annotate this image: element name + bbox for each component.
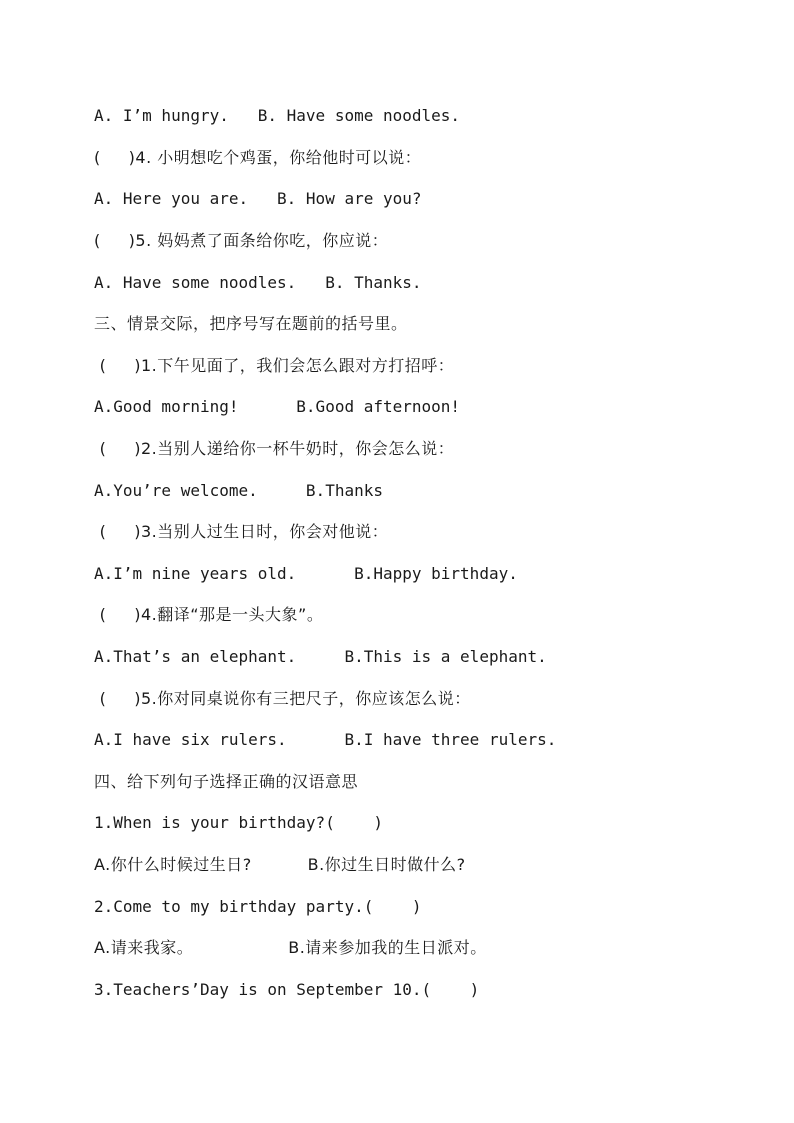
section-3-options-3: A.I’m nine years old. B.Happy birthday. bbox=[94, 564, 518, 583]
section-4-options-1: A.你什么时候过生日? B.你过生日时做什么? bbox=[94, 855, 466, 874]
answer-options-q5: A. Have some noodles. B. Thanks. bbox=[94, 273, 422, 292]
section-3-options-2: A.You’re welcome. B.Thanks bbox=[94, 481, 383, 500]
section-3-question-4: ( )4.翻译“那是一头大象”。 bbox=[94, 605, 324, 624]
section-3-question-1: ( )1.下午见面了，我们会怎么跟对方打招呼： bbox=[94, 356, 455, 375]
section-3-options-5: A.I have six rulers. B.I have three rulers. bbox=[94, 730, 557, 749]
answer-options-q4: A. Here you are. B. How are you? bbox=[94, 189, 422, 208]
section-3-question-5: ( )5.你对同桌说你有三把尺子，你应该怎么说： bbox=[94, 689, 471, 708]
section-3-heading: 三、情景交际，把序号写在题前的括号里。 bbox=[94, 314, 408, 333]
section-3-question-2: ( )2.当别人递给你一杯牛奶时，你会怎么说： bbox=[94, 439, 455, 458]
section-4-heading: 四、给下列句子选择正确的汉语意思 bbox=[94, 772, 359, 791]
section-3-options-4: A.That’s an elephant. B.This is a elephant. bbox=[94, 647, 547, 666]
section-4-options-2: A.请来我家。 B.请来参加我的生日派对。 bbox=[94, 938, 487, 957]
section-4-question-1: 1.When is your birthday?( ) bbox=[94, 813, 383, 832]
section-3-question-3: ( )3.当别人过生日时，你会对他说： bbox=[94, 522, 389, 541]
question-5: ( )5. 妈妈煮了面条给你吃，你应说： bbox=[94, 231, 389, 250]
section-4-question-3: 3.Teachers’Day is on September 10.( ) bbox=[94, 980, 480, 999]
answer-options-q3: A. I’m hungry. B. Have some noodles. bbox=[94, 106, 461, 125]
section-3-options-1: A.Good morning! B.Good afternoon! bbox=[94, 397, 461, 416]
question-4: ( )4. 小明想吃个鸡蛋，你给他时可以说： bbox=[94, 148, 422, 167]
section-4-question-2: 2.Come to my birthday party.( ) bbox=[94, 897, 422, 916]
